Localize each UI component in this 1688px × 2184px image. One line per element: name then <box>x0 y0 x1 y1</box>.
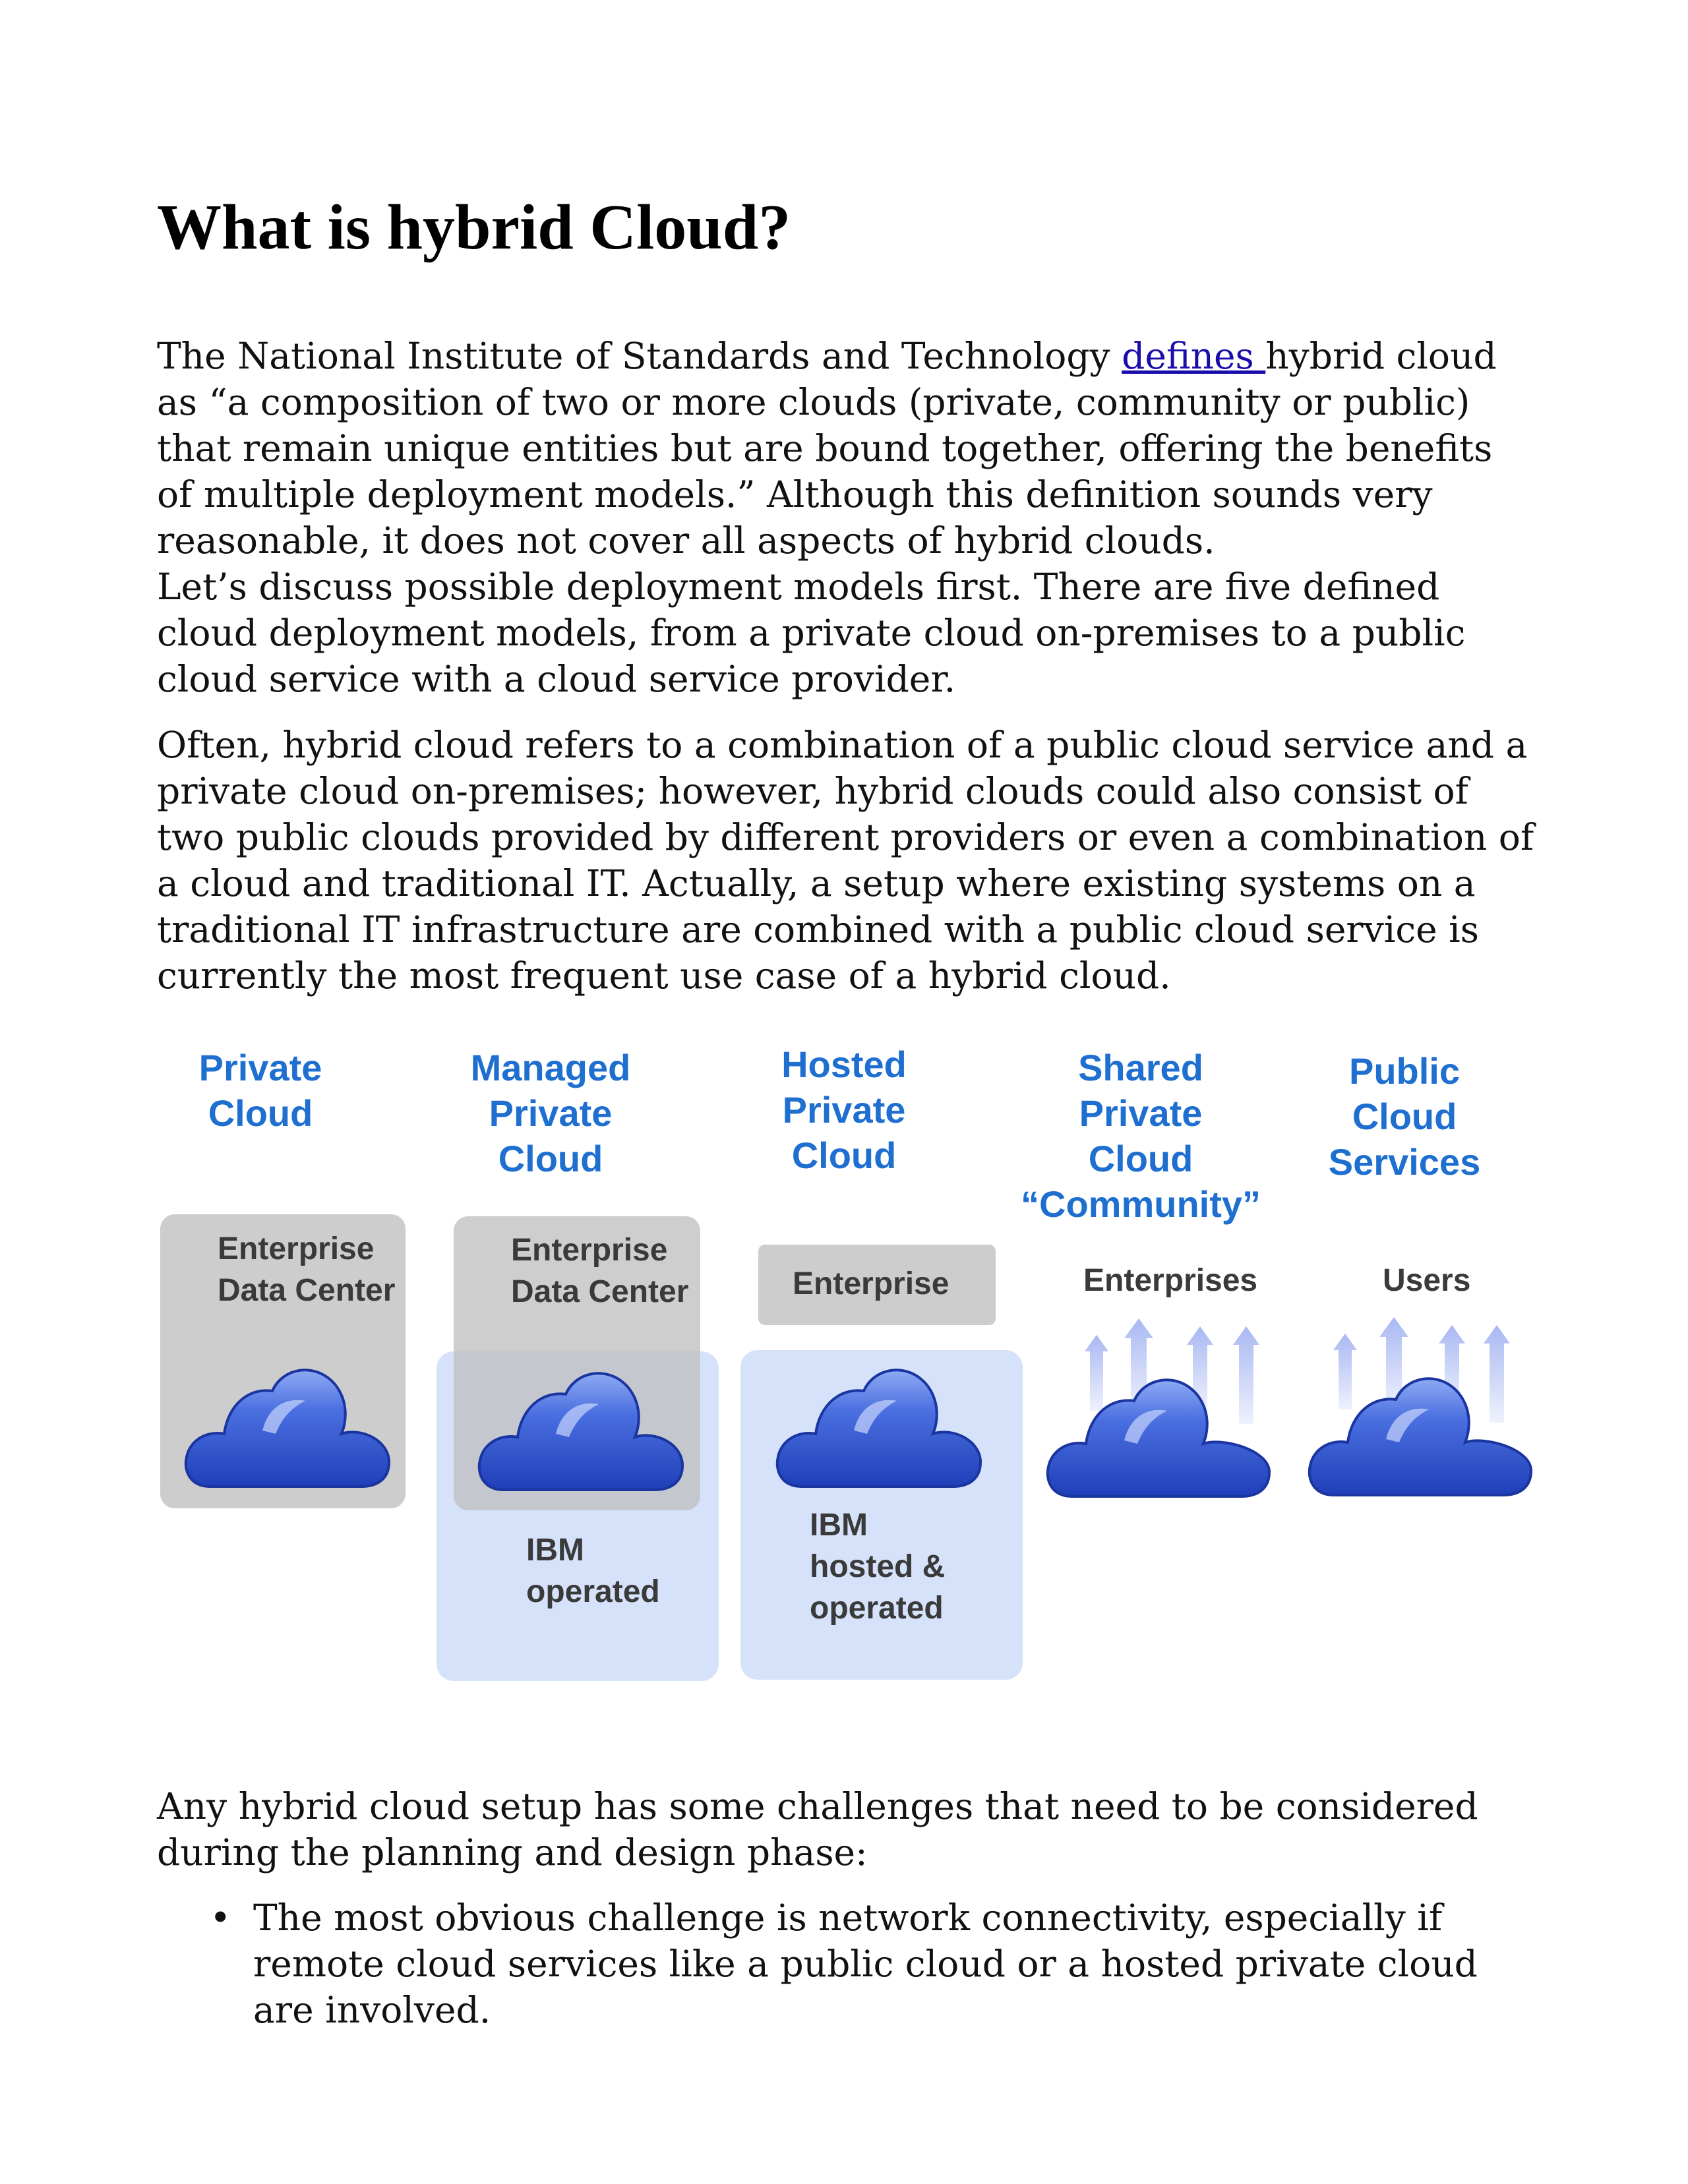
enterprise-data-center-label <box>511 1229 688 1313</box>
title-line: Private <box>782 1089 906 1131</box>
cloud-icon <box>775 1351 986 1490</box>
deployment-models-paragraph: Let’s discuss possible deployment models first. There are five defined cloud deployment models, from a private cloud on-premises to a public cloud service with a cloud service provider. <box>157 566 1466 700</box>
label-line: hosted & <box>810 1549 946 1584</box>
ibm-operated-label <box>526 1529 660 1612</box>
label-line: Data Center <box>218 1273 396 1308</box>
label-line: Data Center <box>511 1274 689 1309</box>
ibm-hosted-operated-label <box>810 1504 945 1629</box>
hybrid-usage-paragraph: Often, hybrid cloud refers to a combination of a public cloud service and a private cloud on-premises; however, hybrid clouds could also consist of two public clouds provided by different providers or even a combination of a cloud and traditional IT. Actually, a setup where existing systems on a traditional IT infrastructure are combined with a public cloud service is currently the most frequent use case of a hybrid cloud. <box>157 724 1534 997</box>
title-line: Private <box>489 1092 613 1134</box>
title-line: Cloud <box>791 1135 897 1176</box>
title-line: Private <box>198 1047 322 1088</box>
title-line: Public <box>1348 1050 1461 1092</box>
enterprise-data-center-label <box>218 1228 395 1311</box>
title-line: Managed <box>470 1047 631 1088</box>
enterprises-label <box>1083 1260 1257 1301</box>
title-line: Cloud <box>1352 1096 1457 1137</box>
private-cloud-title <box>171 1045 349 1136</box>
hosted-private-cloud-title <box>755 1042 933 1178</box>
title-line: Shared <box>1078 1047 1203 1088</box>
cloud-icon <box>183 1351 394 1490</box>
label-line: Users <box>1383 1263 1471 1298</box>
list-item <box>210 1895 1515 2033</box>
intro-text-start: The National Institute of Standards and Technology <box>157 335 1122 377</box>
title-line: “Community” <box>1021 1183 1261 1225</box>
challenges-list <box>210 1895 1515 2033</box>
intro-paragraph <box>157 333 1535 564</box>
label-line: Enterprise <box>511 1233 668 1268</box>
label-line: IBM <box>810 1508 868 1543</box>
deployment-models-diagram <box>152 1042 1550 1701</box>
title-line: Hosted <box>781 1044 907 1085</box>
challenges-intro-paragraph: Any hybrid cloud setup has some challenges that need to be considered during the planning and design phase: <box>157 1785 1478 1874</box>
intro-text-rest: hybrid cloud as “a composition of two or more clouds (private, community or public) that remain unique entities but are bound together, offering the benefits of multiple deployment models.” Although this definition sounds very reasonable, it does not cover all aspects of hybrid clouds. <box>157 335 1497 562</box>
title-line: Cloud <box>498 1138 603 1179</box>
cloud-with-arrows-icon <box>1045 1318 1282 1500</box>
title-line: Cloud <box>208 1092 313 1134</box>
public-cloud-services-title <box>1306 1048 1503 1185</box>
shared-private-cloud-title <box>1015 1045 1266 1227</box>
page-title: What is hybrid Cloud? <box>157 192 791 263</box>
cloud-icon <box>477 1355 688 1493</box>
managed-private-cloud-title <box>462 1045 640 1181</box>
users-label <box>1383 1260 1470 1301</box>
bullet-marker: • <box>210 1897 231 1939</box>
title-line: Private <box>1079 1092 1203 1134</box>
label-line: operated <box>810 1591 944 1626</box>
title-line: Cloud <box>1088 1138 1193 1179</box>
label-line: IBM <box>526 1533 584 1568</box>
list-item-text: The most obvious challenge is network connectivity, especially if remote cloud services like a public cloud or a hosted private cloud are involved. <box>253 1897 1478 2031</box>
label-line: operated <box>526 1574 660 1609</box>
title-line: Services <box>1328 1141 1481 1183</box>
cloud-with-arrows-icon <box>1307 1317 1544 1498</box>
enterprise-label <box>793 1263 949 1305</box>
label-line: Enterprises <box>1083 1263 1258 1298</box>
defines-link[interactable]: defines <box>1122 335 1266 377</box>
label-line: Enterprise <box>793 1266 950 1301</box>
label-line: Enterprise <box>218 1231 375 1266</box>
